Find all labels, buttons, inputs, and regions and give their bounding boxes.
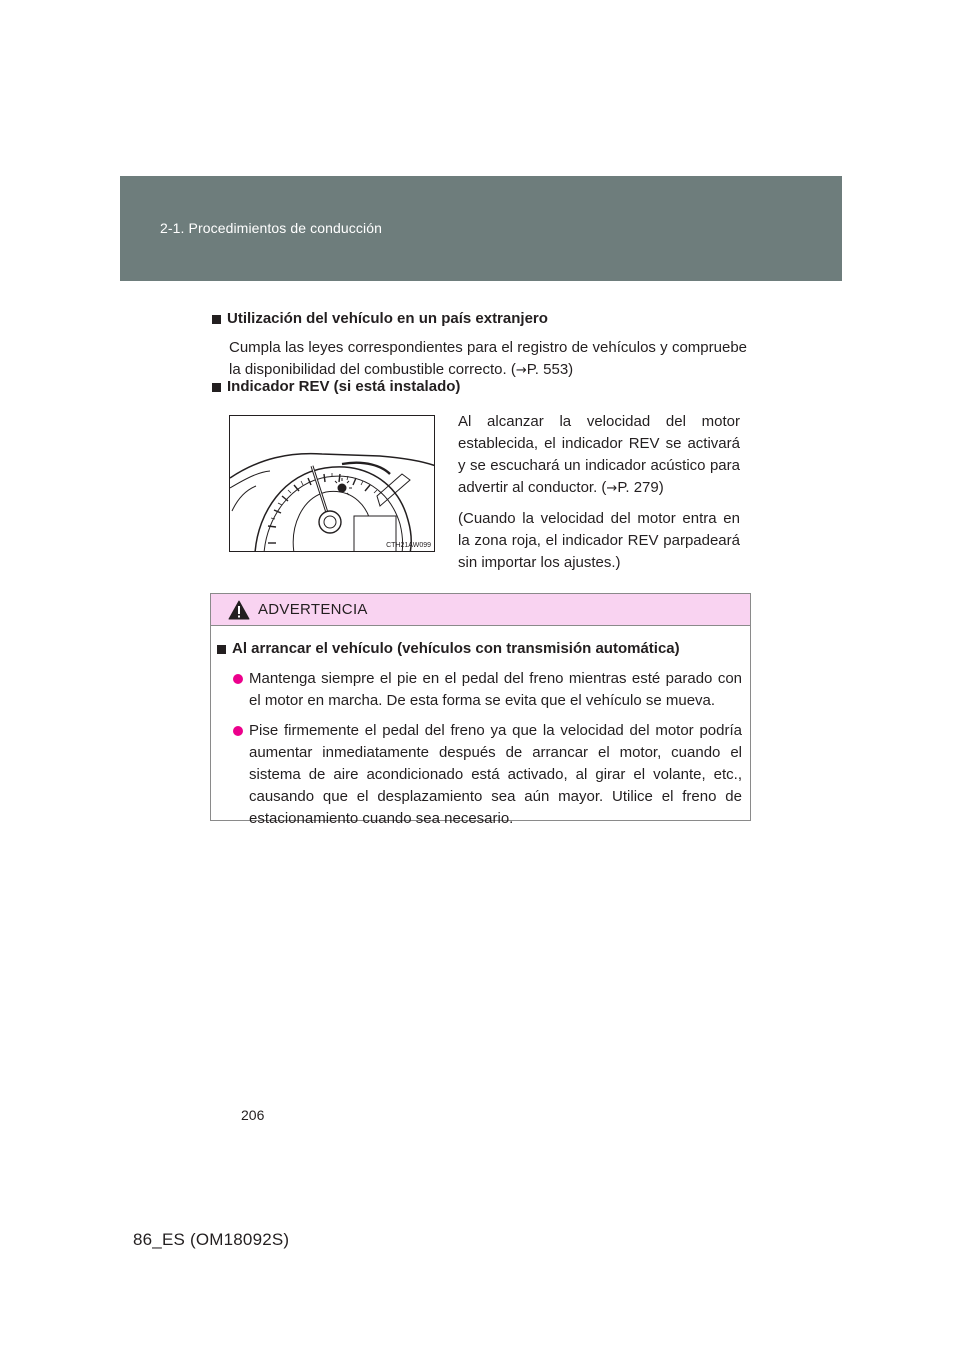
rev-paragraph-2: (Cuando la velocidad del motor entra en la zona roja, el indicador REV parpadeará sin importar los ajustes.) — [458, 510, 740, 571]
square-bullet-icon — [217, 645, 226, 654]
warning-body — [211, 626, 750, 830]
tachometer-illustration — [229, 415, 435, 552]
rev-body: Al alcanzar la velocidad del motor establecida, el indicador REV se activará y se escuchará un indicador acústico para advertir al conductor. ( — [458, 413, 740, 496]
foreign-use-heading — [212, 308, 747, 330]
figure-code: CTH21AW099 — [386, 542, 431, 549]
warning-bullet — [217, 720, 742, 830]
warning-bullet-text: Pise firmemente el pedal del freno ya que la velocidad del motor podría aumentar inmediatamente después de arrancar el motor, cuando el sistema de aire acondicionado está activado, al girar el volante, etc., causando que el desplazamiento sea aún mayor. Utilice el freno de estacionamiento cuando sea necesario. — [249, 722, 742, 827]
square-bullet-icon — [212, 315, 221, 324]
arrow-right-icon: → — [606, 481, 618, 496]
pink-dot-icon — [233, 726, 243, 736]
warning-header — [211, 594, 750, 626]
closing-paren: ) — [568, 361, 574, 378]
warning-label: ADVERTENCIA — [258, 601, 368, 618]
foreign-use-title: Utilización del vehículo en un país extranjero — [227, 310, 548, 327]
page-reference: P. 279 — [617, 479, 659, 496]
page-number: 206 — [241, 1107, 265, 1123]
arrow-right-icon: → — [515, 363, 527, 378]
square-bullet-icon — [212, 383, 221, 392]
warning-box — [210, 593, 751, 827]
rev-paragraph-1 — [458, 411, 740, 500]
warning-subtitle-row — [217, 638, 742, 660]
pink-dot-icon — [233, 674, 243, 684]
foreign-use-body: Cumpla las leyes correspondientes para el registro de vehículos y compruebe la disponibilidad del combustible correcto. ( — [229, 339, 747, 378]
rev-indicator-section — [212, 376, 747, 398]
footer-document-code: 86_ES (OM18092S) — [133, 1230, 290, 1249]
warning-bullet-text: Mantenga siempre el pie en el pedal del freno mientras esté parado con el motor en marcha. De esta forma se evita que el vehículo se mueva. — [249, 670, 742, 709]
chapter-section-title: 2-1. Procedimientos de conducción — [160, 220, 382, 236]
page-reference: P. 553 — [526, 361, 569, 378]
rev-indicator-title: Indicador REV (si está instalado) — [227, 378, 461, 395]
warning-triangle-icon — [228, 600, 250, 620]
rev-indicator-heading — [212, 376, 747, 398]
warning-bullet — [217, 668, 742, 712]
warning-subtitle: Al arrancar el vehículo (vehículos con transmisión automática) — [232, 640, 680, 657]
closing-paren: ) — [658, 479, 664, 496]
tachometer-drawing — [230, 416, 435, 552]
chapter-header-band — [120, 176, 842, 281]
foreign-use-section — [212, 308, 747, 382]
rev-indicator-description — [458, 411, 740, 582]
